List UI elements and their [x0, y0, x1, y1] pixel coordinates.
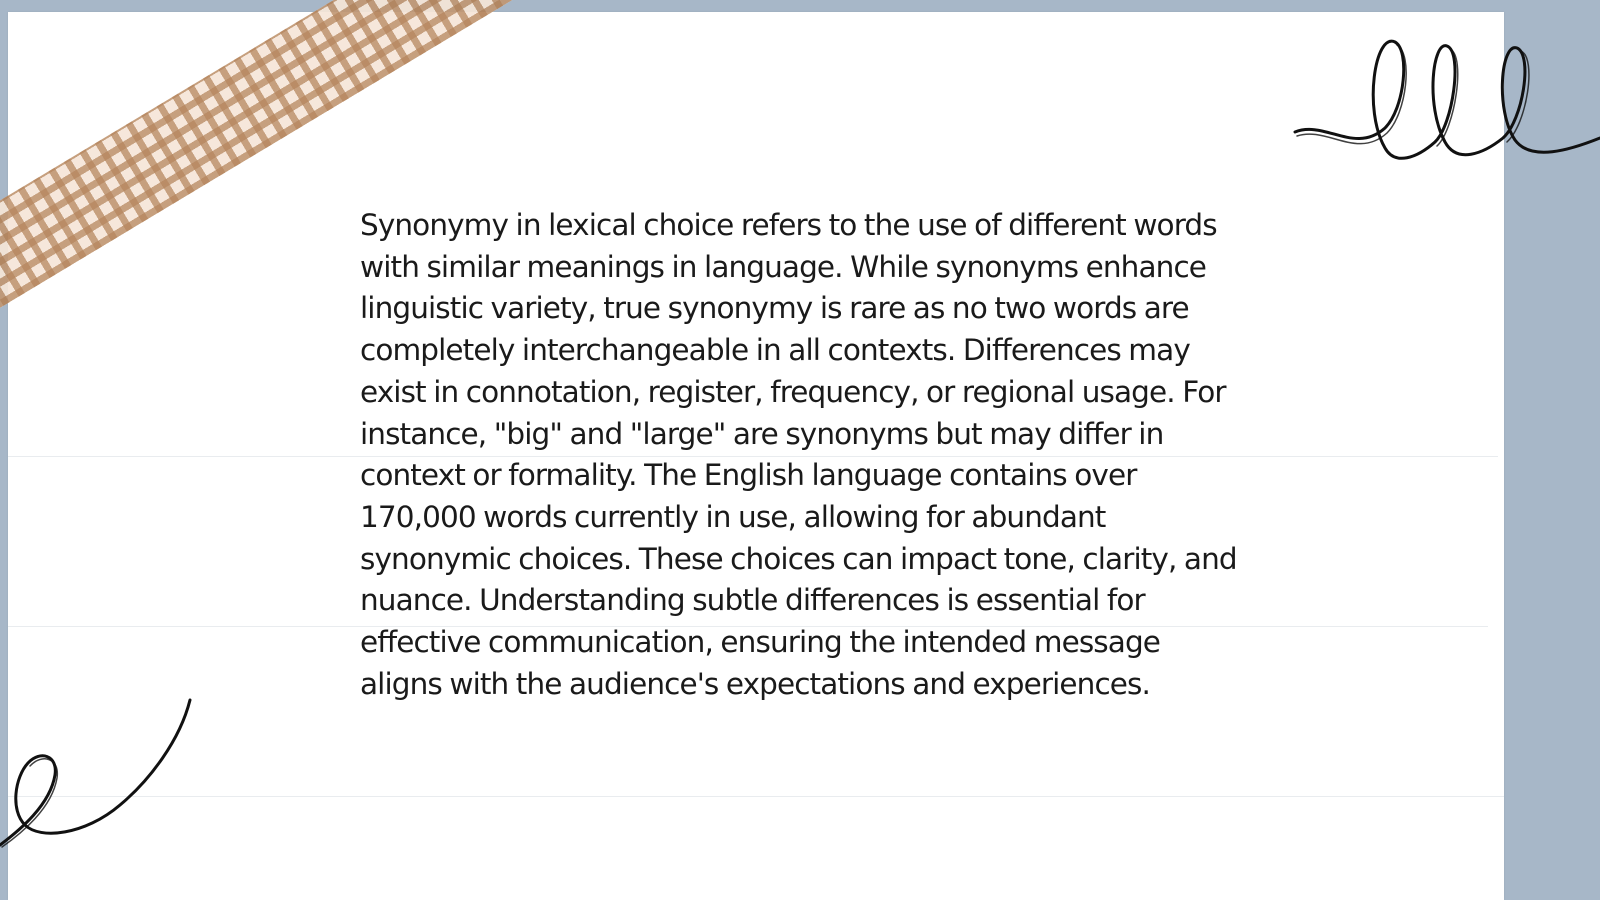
cursive-swirl-doodle	[0, 695, 200, 855]
cursive-loops-doodle	[1285, 30, 1600, 165]
paper-rule-line	[8, 796, 1504, 797]
body-paragraph: Synonymy in lexical choice refers to the use of different words with similar meanings in language. While synonyms enhance linguistic variety, true synonymy is rare as no two words are completely interchangeable in all contexts. Differences may exist in connotation, register, frequency, or regional usage. For instance, "big" and "large" are synonyms but may differ in context or formality. The English language contains over 170,000 words currently in use, allowing for abundant synonymic choices. These choices can impact tone, clarity, and nuance. Understanding subtle differences is essential for effective communication, ensuring the intended message aligns with the audience's expectations and experiences.	[360, 208, 1237, 701]
